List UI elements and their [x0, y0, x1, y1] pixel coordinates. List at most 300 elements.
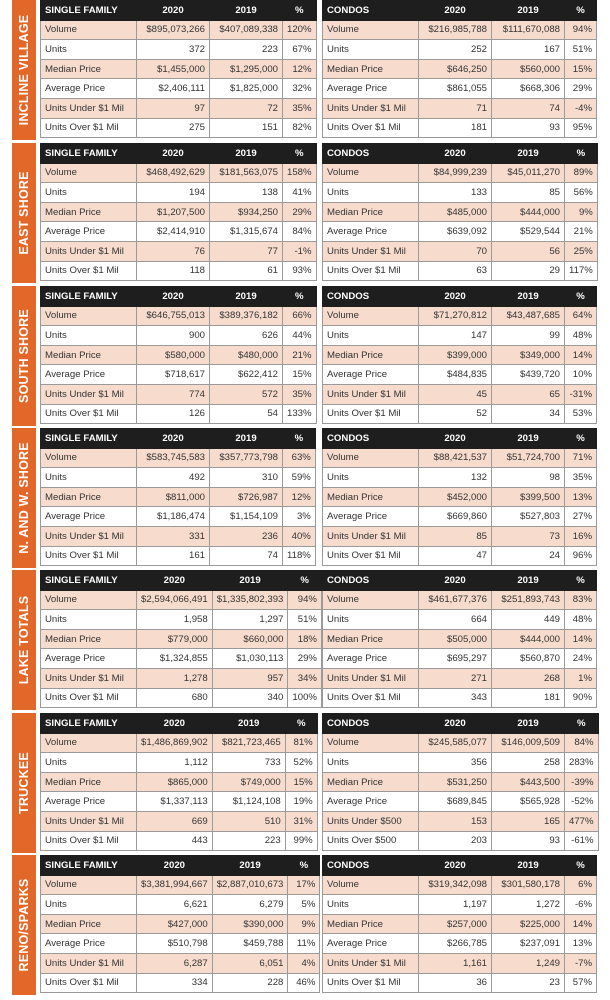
percent-change: 94%: [288, 590, 322, 610]
metric-label: Average Price: [41, 507, 137, 527]
value-2019: 93: [492, 831, 565, 851]
metric-label: Units Under $1 Mil: [41, 953, 137, 973]
metric-label: Average Price: [323, 222, 419, 242]
percent-change: 17%: [288, 875, 320, 895]
table-row: [41, 811, 318, 831]
percent-change: 35%: [283, 384, 317, 404]
value-2019: 99: [492, 326, 565, 346]
value-2020: $695,297: [419, 649, 492, 669]
percent-change-header: %: [565, 144, 598, 164]
metric-label: Volume: [323, 875, 419, 895]
percent-change: 71%: [565, 448, 597, 468]
percent-change: 133%: [283, 404, 317, 424]
value-2020: $510,798: [137, 934, 213, 954]
value-2019: $529,544: [492, 222, 565, 242]
metric-label: Median Price: [41, 487, 137, 507]
value-2020: 275: [137, 118, 210, 138]
value-2019: 23: [492, 973, 565, 993]
metric-label: Average Price: [323, 79, 419, 99]
metric-label: Median Price: [323, 59, 419, 79]
value-2019: 29: [492, 261, 565, 281]
region-section: [0, 428, 610, 568]
table-row: [323, 914, 597, 934]
value-2020: $865,000: [137, 772, 213, 792]
percent-change: 9%: [288, 914, 320, 934]
value-2020: 1,197: [419, 895, 492, 915]
table-row: [41, 668, 322, 688]
table-row: [323, 792, 599, 812]
table-row: [323, 118, 597, 138]
percent-change: 25%: [565, 241, 598, 261]
percent-change: 67%: [283, 40, 317, 60]
region-name: SOUTH SHORE: [17, 309, 31, 403]
region-name: EAST SHORE: [17, 171, 31, 255]
value-2020: $689,845: [419, 792, 492, 812]
percent-change: 21%: [283, 345, 317, 365]
value-2020: 669: [137, 811, 213, 831]
metric-label: Units: [41, 610, 137, 630]
category-header: SINGLE FAMILY: [41, 856, 137, 876]
value-2020: $461,677,376: [419, 590, 492, 610]
percent-change: 477%: [565, 811, 599, 831]
value-2020: 47: [419, 546, 492, 566]
value-2019: 24: [492, 546, 565, 566]
value-2019: 340: [212, 688, 288, 708]
percent-change-header: %: [288, 856, 320, 876]
percent-change-header: %: [565, 856, 597, 876]
value-2019: $237,091: [492, 934, 565, 954]
value-2020: $580,000: [137, 345, 210, 365]
metric-label: Average Price: [323, 507, 419, 527]
single-family-table: [40, 855, 320, 993]
table-row: [323, 934, 597, 954]
table-row: [41, 546, 316, 566]
value-2019: $443,500: [492, 772, 565, 792]
year-2020-header: 2020: [419, 571, 492, 591]
value-2020: 161: [137, 546, 210, 566]
value-2020: $399,000: [419, 345, 492, 365]
condos-table: [322, 855, 597, 993]
metric-label: Units Under $1 Mil: [41, 98, 137, 118]
year-2020-header: 2020: [137, 1, 210, 21]
value-2019: 98: [492, 468, 565, 488]
value-2020: 76: [137, 241, 210, 261]
value-2019: 236: [210, 526, 283, 546]
metric-label: Units Over $1 Mil: [323, 261, 419, 281]
percent-change: -6%: [565, 895, 597, 915]
region-label-band: [12, 428, 36, 568]
table-row: [41, 79, 317, 99]
value-2019: $444,000: [492, 202, 565, 222]
region-section: [0, 143, 610, 283]
year-2019-header: 2019: [210, 1, 283, 21]
metric-label: Average Price: [323, 934, 419, 954]
percent-change: 10%: [565, 365, 597, 385]
metric-label: Average Price: [323, 649, 419, 669]
table-row: [41, 526, 316, 546]
table-row: [323, 163, 598, 183]
percent-change: 29%: [288, 649, 322, 669]
value-2019: $934,250: [210, 202, 283, 222]
table-row: [323, 753, 599, 773]
metric-label: Units Over $500: [323, 831, 419, 851]
category-header: CONDOS: [323, 714, 419, 734]
value-2020: 52: [419, 404, 492, 424]
table-row: [41, 753, 318, 773]
table-row: [41, 875, 320, 895]
category-header: SINGLE FAMILY: [41, 571, 137, 591]
percent-change: 6%: [565, 875, 597, 895]
year-2020-header: 2020: [419, 429, 492, 449]
percent-change: 35%: [565, 468, 597, 488]
table-row: [41, 241, 317, 261]
value-2020: 252: [419, 40, 492, 60]
value-2019: $407,089,338: [210, 20, 283, 40]
table-header-row: [323, 856, 597, 876]
value-2019: 957: [212, 668, 288, 688]
value-2019: $2,887,010,673: [212, 875, 288, 895]
table-row: [323, 649, 597, 669]
table-header-row: [41, 714, 318, 734]
metric-label: Units: [41, 753, 137, 773]
percent-change: 9%: [565, 202, 598, 222]
value-2020: $1,455,000: [137, 59, 210, 79]
value-2019: 138: [210, 183, 283, 203]
value-2019: 77: [210, 241, 283, 261]
metric-label: Units: [323, 183, 419, 203]
percent-change: 14%: [565, 914, 597, 934]
percent-change: 96%: [565, 546, 597, 566]
metric-label: Average Price: [323, 792, 419, 812]
percent-change: -1%: [283, 241, 317, 261]
metric-label: Median Price: [323, 345, 419, 365]
value-2019: $480,000: [210, 345, 283, 365]
value-2019: $1,030,113: [212, 649, 288, 669]
value-2019: 223: [210, 40, 283, 60]
value-2020: 1,278: [137, 668, 213, 688]
table-row: [323, 468, 597, 488]
year-2020-header: 2020: [137, 144, 210, 164]
table-row: [41, 629, 322, 649]
region-section: [0, 0, 610, 140]
value-2019: $565,928: [492, 792, 565, 812]
table-row: [323, 973, 597, 993]
table-row: [41, 895, 320, 915]
metric-label: Units Under $1 Mil: [323, 98, 419, 118]
category-header: SINGLE FAMILY: [41, 714, 137, 734]
metric-label: Median Price: [323, 629, 419, 649]
table-row: [41, 590, 322, 610]
percent-change: 90%: [565, 688, 597, 708]
table-row: [41, 792, 318, 812]
metric-label: Median Price: [41, 59, 137, 79]
percent-change: 31%: [285, 811, 317, 831]
table-header-row: [323, 144, 598, 164]
year-2020-header: 2020: [137, 571, 213, 591]
value-2020: $484,835: [419, 365, 492, 385]
single-family-table: [40, 0, 317, 138]
region-label-band: [12, 0, 36, 140]
percent-change: 53%: [565, 404, 597, 424]
region-name: INCLINE VILLAGE: [17, 14, 31, 126]
region-label-band: [12, 143, 36, 283]
year-2019-header: 2019: [212, 571, 288, 591]
percent-change: 51%: [565, 40, 597, 60]
percent-change-header: %: [283, 1, 317, 21]
percent-change: 120%: [283, 20, 317, 40]
value-2020: $245,585,077: [419, 733, 492, 753]
category-header: CONDOS: [323, 429, 419, 449]
value-2019: $560,000: [492, 59, 565, 79]
table-header-row: [323, 714, 599, 734]
condos-table: [322, 570, 597, 708]
value-2020: $895,073,266: [137, 20, 210, 40]
value-2020: $71,270,812: [419, 306, 492, 326]
percent-change: 15%: [565, 59, 597, 79]
year-2020-header: 2020: [419, 856, 492, 876]
metric-label: Volume: [41, 163, 137, 183]
value-2020: 1,958: [137, 610, 213, 630]
percent-change-header: %: [565, 287, 597, 307]
table-row: [323, 733, 599, 753]
table-row: [323, 40, 597, 60]
metric-label: Units: [41, 40, 137, 60]
percent-change: 48%: [565, 610, 597, 630]
table-row: [323, 487, 597, 507]
table-row: [323, 831, 599, 851]
value-2020: $505,000: [419, 629, 492, 649]
table-header-row: [323, 571, 597, 591]
metric-label: Average Price: [41, 79, 137, 99]
table-row: [323, 261, 598, 281]
percent-change: 99%: [285, 831, 317, 851]
table-row: [41, 202, 317, 222]
percent-change: 14%: [565, 629, 597, 649]
table-row: [323, 953, 597, 973]
value-2020: 1,112: [137, 753, 213, 773]
value-2020: 900: [137, 326, 210, 346]
metric-label: Average Price: [41, 792, 137, 812]
table-row: [323, 365, 597, 385]
metric-label: Units: [323, 610, 419, 630]
percent-change: 12%: [283, 59, 317, 79]
region-label-band: [12, 570, 36, 710]
value-2020: 664: [419, 610, 492, 630]
single-family-table: [40, 570, 322, 708]
year-2019-header: 2019: [492, 1, 565, 21]
year-2020-header: 2020: [419, 144, 492, 164]
metric-label: Median Price: [323, 487, 419, 507]
metric-label: Units Under $1 Mil: [41, 526, 137, 546]
single-family-table: [40, 713, 318, 851]
category-header: CONDOS: [323, 856, 419, 876]
value-2019: $668,306: [492, 79, 565, 99]
percent-change: 27%: [565, 507, 597, 527]
value-2019: $622,412: [210, 365, 283, 385]
percent-change: 82%: [283, 118, 317, 138]
metric-label: Average Price: [41, 365, 137, 385]
value-2020: $2,414,910: [137, 222, 210, 242]
value-2020: $639,092: [419, 222, 492, 242]
percent-change: 29%: [565, 79, 597, 99]
percent-change: 46%: [288, 973, 320, 993]
region-label-band: [12, 855, 36, 995]
value-2019: $349,000: [492, 345, 565, 365]
value-2020: $646,250: [419, 59, 492, 79]
metric-label: Units Over $1 Mil: [41, 546, 137, 566]
value-2019: 72: [210, 98, 283, 118]
table-row: [323, 668, 597, 688]
category-header: SINGLE FAMILY: [41, 287, 137, 307]
table-row: [41, 468, 316, 488]
value-2019: 34: [492, 404, 565, 424]
value-2019: 65: [492, 384, 565, 404]
percent-change: 117%: [565, 261, 598, 281]
table-row: [323, 98, 597, 118]
table-row: [41, 914, 320, 934]
condos-table: [322, 428, 597, 566]
value-2020: $1,337,113: [137, 792, 213, 812]
year-2019-header: 2019: [210, 429, 283, 449]
table-row: [323, 772, 599, 792]
percent-change: 93%: [283, 261, 317, 281]
table-row: [41, 507, 316, 527]
table-row: [41, 649, 322, 669]
percent-change: -39%: [565, 772, 599, 792]
metric-label: Average Price: [323, 365, 419, 385]
value-2019: $357,773,798: [210, 448, 283, 468]
table-row: [323, 79, 597, 99]
metric-label: Units Over $1 Mil: [41, 118, 137, 138]
metric-label: Volume: [323, 163, 419, 183]
table-row: [41, 953, 320, 973]
metric-label: Units Over $1 Mil: [323, 404, 419, 424]
metric-label: Units Under $1 Mil: [323, 668, 419, 688]
value-2020: $485,000: [419, 202, 492, 222]
table-header-row: [323, 1, 597, 21]
percent-change: 84%: [565, 733, 599, 753]
percent-change: 66%: [283, 306, 317, 326]
value-2019: 151: [210, 118, 283, 138]
value-2019: $1,124,108: [212, 792, 285, 812]
value-2019: $1,154,109: [210, 507, 283, 527]
table-row: [41, 20, 317, 40]
year-2020-header: 2020: [419, 1, 492, 21]
category-header: SINGLE FAMILY: [41, 1, 137, 21]
value-2019: 74: [210, 546, 283, 566]
metric-label: Median Price: [41, 772, 137, 792]
table-row: [323, 20, 597, 40]
percent-change-header: %: [285, 714, 317, 734]
value-2019: 93: [492, 118, 565, 138]
value-2020: $452,000: [419, 487, 492, 507]
year-2020-header: 2020: [137, 287, 210, 307]
table-row: [41, 733, 318, 753]
percent-change: 118%: [283, 546, 316, 566]
value-2020: 36: [419, 973, 492, 993]
value-2020: 203: [419, 831, 492, 851]
percent-change: -4%: [565, 98, 597, 118]
category-header: SINGLE FAMILY: [41, 144, 137, 164]
condos-table: [322, 286, 597, 424]
table-row: [323, 590, 597, 610]
value-2020: 1,161: [419, 953, 492, 973]
metric-label: Volume: [323, 20, 419, 40]
value-2020: 680: [137, 688, 213, 708]
year-2020-header: 2020: [419, 714, 492, 734]
value-2019: $390,000: [212, 914, 288, 934]
value-2019: $1,295,000: [210, 59, 283, 79]
table-row: [41, 610, 322, 630]
table-row: [323, 688, 597, 708]
value-2020: $669,860: [419, 507, 492, 527]
value-2020: 6,621: [137, 895, 213, 915]
region-section: [0, 570, 610, 710]
metric-label: Average Price: [41, 649, 137, 669]
metric-label: Units: [323, 895, 419, 915]
value-2019: 54: [210, 404, 283, 424]
value-2020: 147: [419, 326, 492, 346]
year-2019-header: 2019: [492, 429, 565, 449]
value-2019: $444,000: [492, 629, 565, 649]
table-row: [323, 241, 598, 261]
value-2020: $84,999,239: [419, 163, 492, 183]
value-2020: 45: [419, 384, 492, 404]
value-2019: 626: [210, 326, 283, 346]
value-2019: 258: [492, 753, 565, 773]
value-2019: 1,249: [492, 953, 565, 973]
value-2019: 510: [212, 811, 285, 831]
percent-change: 100%: [288, 688, 322, 708]
table-row: [41, 59, 317, 79]
percent-change: 11%: [288, 934, 320, 954]
year-2019-header: 2019: [212, 856, 288, 876]
percent-change: 14%: [565, 345, 597, 365]
category-header: CONDOS: [323, 287, 419, 307]
metric-label: Units Under $1 Mil: [323, 526, 419, 546]
metric-label: Volume: [41, 20, 137, 40]
metric-label: Units Over $1 Mil: [323, 973, 419, 993]
value-2020: $861,055: [419, 79, 492, 99]
percent-change: 57%: [565, 973, 597, 993]
percent-change: -31%: [565, 384, 597, 404]
percent-change: 48%: [565, 326, 597, 346]
value-2019: 268: [492, 668, 565, 688]
year-2020-header: 2020: [137, 429, 210, 449]
metric-label: Median Price: [41, 202, 137, 222]
table-row: [41, 261, 317, 281]
value-2020: 774: [137, 384, 210, 404]
percent-change: 15%: [285, 772, 317, 792]
metric-label: Volume: [41, 733, 137, 753]
percent-change: 13%: [565, 934, 597, 954]
value-2019: 223: [212, 831, 285, 851]
percent-change: 51%: [288, 610, 322, 630]
value-2020: 181: [419, 118, 492, 138]
value-2020: $1,324,855: [137, 649, 213, 669]
value-2020: 118: [137, 261, 210, 281]
metric-label: Volume: [323, 733, 419, 753]
value-2019: $389,376,182: [210, 306, 283, 326]
table-row: [323, 222, 598, 242]
value-2020: $718,617: [137, 365, 210, 385]
percent-change-header: %: [283, 144, 317, 164]
year-2019-header: 2019: [492, 714, 565, 734]
single-family-table: [40, 428, 316, 566]
table-row: [323, 202, 598, 222]
value-2019: $251,893,743: [492, 590, 565, 610]
metric-label: Units: [41, 183, 137, 203]
